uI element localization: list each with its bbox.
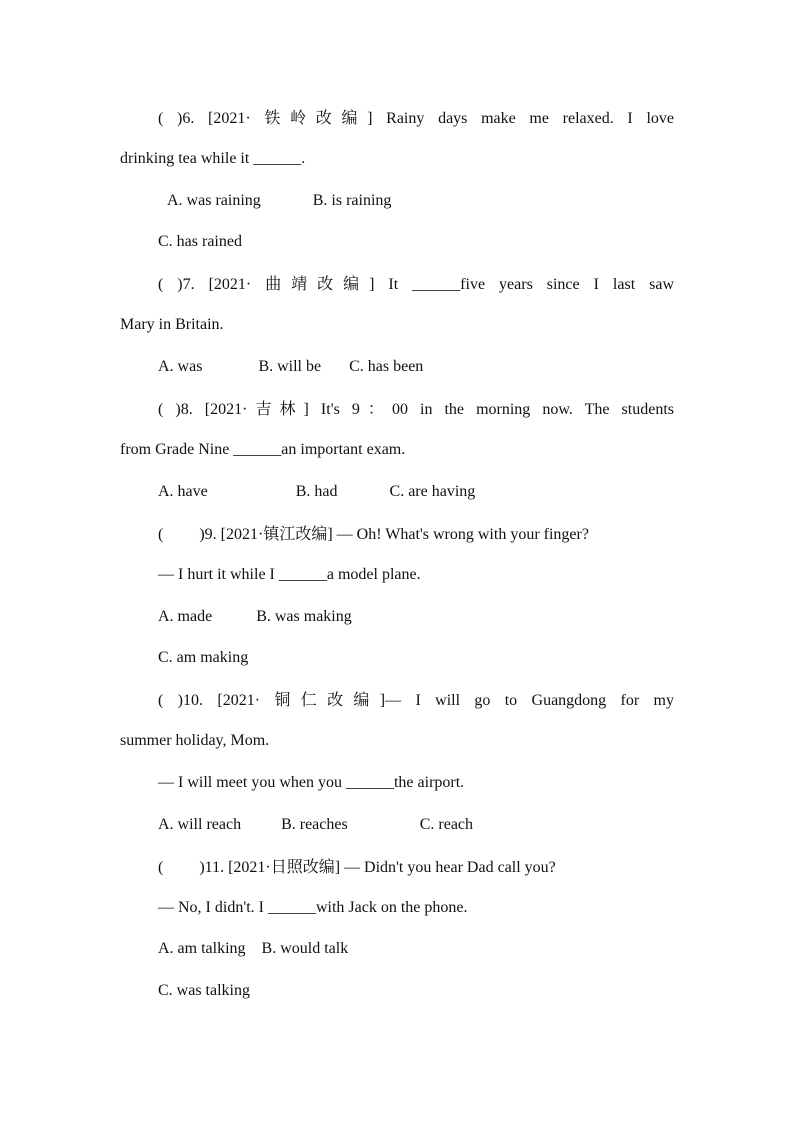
question-10-options-line1: A. will reach B. reaches C. reach (158, 816, 474, 833)
question-8-stem-line1: ( )8. [2021·吉林] It's 9：00 in the morning now. The students (158, 401, 674, 418)
question-7-stem-line2: Mary in Britain. (120, 316, 224, 333)
question-10-stem-line1: ( )10. [2021· 铜仁改编]— I will go to Guangdong for my (158, 692, 674, 709)
question-8-stem-line2: from Grade Nine ______an important exam. (120, 441, 406, 458)
question-7-stem-line1: ( )7. [2021· 曲靖改编] It ______five years since I last saw (158, 276, 674, 293)
question-9-stem-line2: — I hurt it while I ______a model plane. (158, 566, 421, 583)
question-8-options-line1: A. have B. had C. are having (158, 483, 476, 500)
question-11-options-line2: C. was talking (158, 982, 250, 999)
question-9-options-line2: C. am making (158, 649, 249, 666)
question-6-stem-line2: drinking tea while it ______. (120, 150, 306, 167)
question-9-stem-line1: ( )9. [2021·镇江改编] — Oh! What's wrong with your finger? (158, 526, 589, 543)
question-6-options-line1: A. was raining B. is raining (167, 192, 392, 209)
question-6-stem-line1: ( )6. [2021· 铁岭改编] Rainy days make me relaxed. I love (158, 110, 674, 127)
question-6-options-line2: C. has rained (158, 233, 242, 250)
question-10-stem-line3: — I will meet you when you ______the airport. (158, 774, 465, 791)
question-11-options-line1: A. am talking B. would talk (158, 940, 349, 957)
question-11-stem-line1: ( )11. [2021·日照改编] — Didn't you hear Dad call you? (158, 859, 556, 876)
question-10-stem-line2: summer holiday, Mom. (120, 732, 270, 749)
question-11-stem-line2: — No, I didn't. I ______with Jack on the phone. (158, 899, 468, 916)
question-9-options-line1: A. made B. was making (158, 608, 352, 625)
question-7-options-line1: A. was B. will be C. has been (158, 358, 424, 375)
